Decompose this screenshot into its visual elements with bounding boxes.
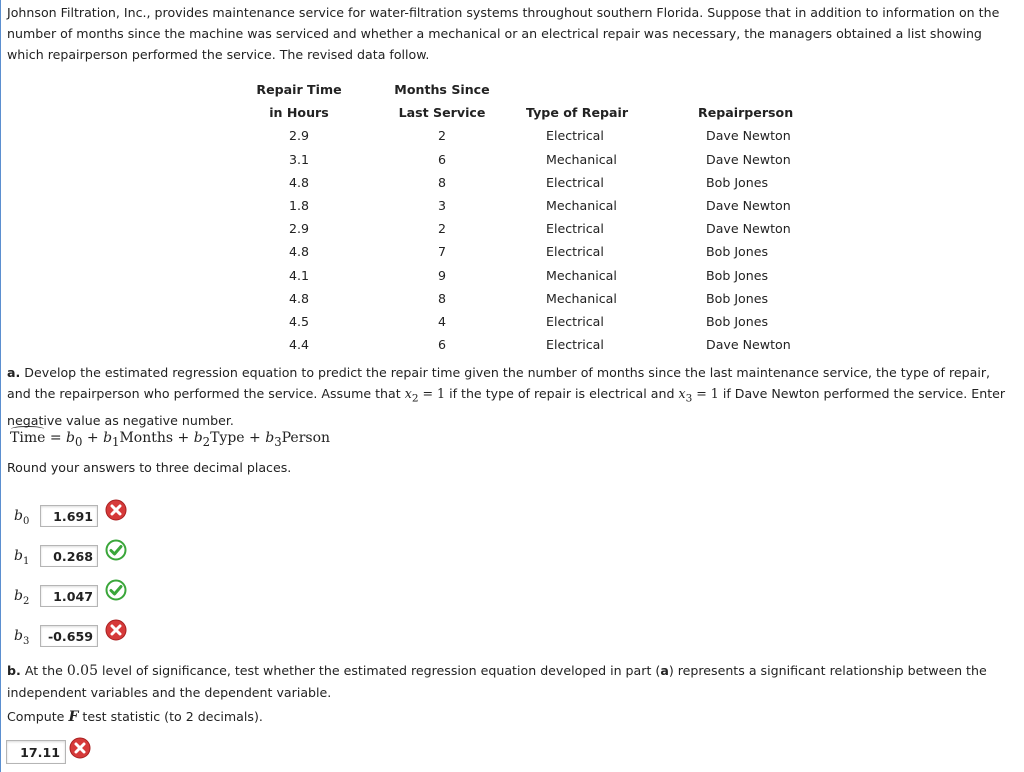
cell-person: Dave Newton — [706, 128, 791, 144]
cell-time: 2.9 — [288, 221, 310, 237]
header-type: Type of Repair — [526, 105, 629, 121]
x3-variable: x — [678, 386, 686, 401]
cell-type: Electrical — [546, 128, 604, 144]
regression-equation — [10, 430, 330, 449]
eq-b0-sub: 0 — [75, 434, 83, 449]
incorrect-icon — [69, 737, 91, 759]
eq-b2: b — [193, 430, 203, 446]
part-b-label: b. — [7, 663, 21, 678]
cell-time: 4.8 — [288, 174, 310, 190]
table-row — [230, 148, 866, 171]
header-blank-4 — [682, 78, 866, 101]
cell-time: 3.1 — [288, 151, 310, 167]
cell-time: 1.8 — [288, 198, 310, 214]
eq-b3: b — [265, 430, 275, 446]
eq-months: Months — [119, 430, 174, 446]
compute-suffix: test statistic (to 2 decimals). — [78, 709, 263, 724]
cell-type: Electrical — [546, 221, 604, 237]
incorrect-icon — [105, 619, 127, 641]
b1-answer-input[interactable]: 0.268 — [40, 545, 98, 567]
table-row — [230, 240, 866, 263]
cell-type: Electrical — [546, 174, 604, 190]
table-row — [230, 217, 866, 240]
part-ref: a — [660, 663, 669, 678]
table-row — [230, 194, 866, 217]
table-row — [230, 264, 866, 287]
part-b-text-2: level of significance, test whether the estimated regression equation developed in part ( — [98, 663, 661, 678]
eq-b2-sub: 2 — [202, 434, 211, 449]
alpha-value: 0.05 — [66, 663, 98, 679]
part-a-label: a. — [7, 365, 21, 380]
header-blank-3 — [516, 78, 682, 101]
x3-equals: = 1 — [692, 386, 719, 401]
b3-label: $b_3$ — [14, 628, 30, 647]
cell-person: Dave Newton — [706, 151, 791, 167]
part-b-question — [7, 660, 1012, 703]
header-months-2: Last Service — [398, 105, 486, 121]
cell-type: Electrical — [546, 337, 604, 353]
part-a-text-1: Develop the estimated regression equation to predict the repair time given the number of months since the last maintenance service, the type of repair, and the repairperson who performed the service. Assume that — [7, 365, 991, 401]
x2-subscript: 2 — [411, 392, 419, 405]
cell-months: 4 — [437, 313, 446, 329]
eq-type: Type — [210, 430, 245, 446]
incorrect-icon — [105, 499, 127, 521]
cell-months: 8 — [437, 174, 446, 190]
cell-months: 2 — [437, 221, 446, 237]
cell-person: Dave Newton — [706, 221, 791, 237]
eq-equals: = — [45, 430, 67, 446]
cell-person: Dave Newton — [706, 198, 791, 214]
f-statistic-input[interactable]: 17.11 — [6, 740, 66, 764]
eq-b0: b — [66, 430, 75, 446]
cell-time: 2.9 — [288, 128, 310, 144]
cell-months: 6 — [437, 337, 446, 353]
x2-equals: = 1 — [418, 386, 446, 401]
cell-months: 8 — [437, 290, 446, 306]
time-hat: Time — [10, 430, 46, 446]
f-symbol: F — [68, 709, 79, 725]
left-border — [0, 0, 1, 772]
cell-type: Electrical — [546, 244, 604, 260]
b3-answer-input[interactable]: -0.659 — [40, 625, 98, 647]
cell-time: 4.8 — [288, 290, 310, 306]
eq-person: Person — [281, 430, 331, 446]
compute-prefix: Compute — [7, 709, 69, 724]
b0-label: $b_0$ — [14, 508, 30, 527]
eq-b1-sub: 1 — [112, 434, 120, 449]
cell-person: Bob Jones — [706, 313, 769, 329]
round-instruction: Round your answers to three decimal places. — [7, 460, 292, 475]
part-a-question — [7, 362, 1012, 431]
table-row — [230, 124, 866, 147]
part-a-text-3: if Dave Newton performed the service. Enter negative value as negative number. — [7, 386, 1006, 428]
cell-months: 9 — [437, 267, 446, 283]
cell-type: Mechanical — [546, 290, 617, 306]
header-repair-time-1: Repair Time — [256, 82, 342, 98]
header-repair-time-2: in Hours — [269, 105, 329, 121]
b0-answer-input[interactable]: 1.691 — [40, 505, 98, 527]
eq-b1: b — [103, 430, 113, 446]
table-header-row-2 — [230, 101, 866, 124]
cell-time: 4.4 — [288, 337, 310, 353]
eq-plus-1: + — [82, 430, 104, 446]
cell-type: Mechanical — [546, 267, 617, 283]
cell-type: Electrical — [546, 313, 604, 329]
eq-plus-2: + — [173, 430, 194, 446]
part-b-text-3: ) represents a significant relationship between the independent variables and the dependent variable. — [7, 663, 987, 700]
b2-answer-input[interactable]: 1.047 — [40, 585, 98, 607]
cell-months: 3 — [437, 198, 446, 214]
cell-type: Mechanical — [546, 151, 617, 167]
b2-label: $b_2$ — [14, 588, 30, 607]
b1-label: $b_1$ — [14, 548, 30, 567]
cell-person: Bob Jones — [706, 244, 769, 260]
table-header-row-1 — [230, 78, 866, 101]
data-table — [230, 78, 866, 356]
table-row — [230, 333, 866, 356]
x2-variable: x — [404, 386, 412, 401]
cell-months: 6 — [437, 151, 446, 167]
part-a-text-2: if the type of repair is electrical and — [445, 386, 679, 401]
part-b-text-1: At the — [20, 663, 67, 678]
compute-f-instruction — [7, 709, 263, 725]
table-row — [230, 171, 866, 194]
cell-person: Bob Jones — [706, 290, 769, 306]
x3-subscript: 3 — [685, 392, 693, 405]
cell-time: 4.5 — [288, 313, 310, 329]
problem-intro: Johnson Filtration, Inc., provides maintenance service for water-filtration systems throughout southern Florida. Suppose that in addition to information on the number of months since the machine was serviced and whether a mechanical or an electrical repair was necessary, the managers obtained a list showing which repairperson performed the service. The revised data follow. — [7, 5, 1000, 62]
correct-icon — [105, 579, 127, 601]
cell-person: Bob Jones — [706, 267, 769, 283]
cell-months: 2 — [437, 128, 446, 144]
header-months-1: Months Since — [394, 82, 490, 98]
cell-time: 4.1 — [288, 267, 310, 283]
cell-person: Dave Newton — [706, 337, 791, 353]
cell-time: 4.8 — [288, 244, 310, 260]
correct-icon — [105, 539, 127, 561]
cell-type: Mechanical — [546, 198, 617, 214]
cell-months: 7 — [437, 244, 446, 260]
cell-person: Bob Jones — [706, 174, 769, 190]
table-row — [230, 287, 866, 310]
eq-plus-3: + — [244, 430, 266, 446]
header-person: Repairperson — [698, 105, 794, 121]
table-row — [230, 310, 866, 333]
eq-b3-sub: 3 — [274, 434, 282, 449]
